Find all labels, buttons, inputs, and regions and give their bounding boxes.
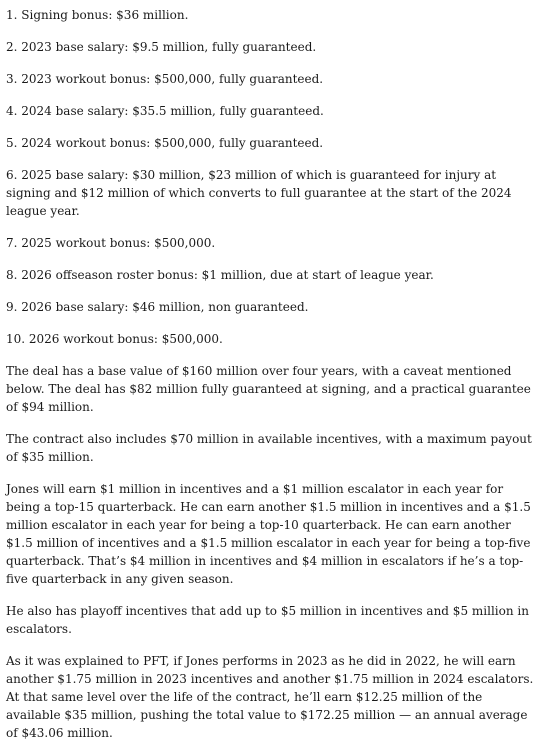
contract-list (6, 6, 539, 348)
list-item: 9. 2026 base salary: $46 million, non guaranteed. (6, 300, 309, 314)
list-item: 8. 2026 offseason roster bonus: $1 million, due at start of league year. (6, 268, 434, 282)
paragraph-playoff-incentives: He also has playoff incentives that add up to $5 million in incentives and $5 million in escalators. (6, 604, 529, 636)
paragraph-projection: As it was explained to PFT, if Jones performs in 2023 as he did in 2022, he will earn another $1.75 million in 2023 incentives and another $1.75 million in 2024 escalators. At that same level over the life of the contract, he’ll earn $12.25 million of the available $35 million, pushing the total value to $172.25 million — an annual average of $43.06 million. (6, 654, 534, 740)
paragraph-base-value: The deal has a base value of $160 million over four years, with a caveat mentioned below. The deal has $82 million fully guaranteed at signing, and a practical guarantee of $94 million. (6, 364, 531, 414)
paragraph-escalators: Jones will earn $1 million in incentives and a $1 million escalator in each year for being a top-15 quarterback. He can earn another $1.5 million in incentives and a $1.5 million escalator in each year for being a top-10 quarterback. He can earn another $1.5 million of incentives and a $1.5 million escalator in each year for being a top-five quarterback. That’s $4 million in incentives and $4 million in escalators if he’s a top-five quarterback in any given season. (6, 482, 531, 586)
list-item: 2. 2023 base salary: $9.5 million, fully guaranteed. (6, 40, 317, 54)
list-item: 7. 2025 workout bonus: $500,000. (6, 236, 216, 250)
list-item: 1. Signing bonus: $36 million. (6, 8, 189, 22)
list-item: 4. 2024 base salary: $35.5 million, fully guaranteed. (6, 104, 324, 118)
list-item: 3. 2023 workout bonus: $500,000, fully guaranteed. (6, 72, 324, 86)
paragraph-incentives: The contract also includes $70 million in available incentives, with a maximum payout of $35 million. (6, 432, 532, 464)
list-item: 6. 2025 base salary: $30 million, $23 million of which is guaranteed for injury at signing and $12 million of which converts to full guarantee at the start of the 2024 league year. (6, 168, 512, 218)
list-item: 5. 2024 workout bonus: $500,000, fully guaranteed. (6, 136, 324, 150)
list-item: 10. 2026 workout bonus: $500,000. (6, 332, 223, 346)
